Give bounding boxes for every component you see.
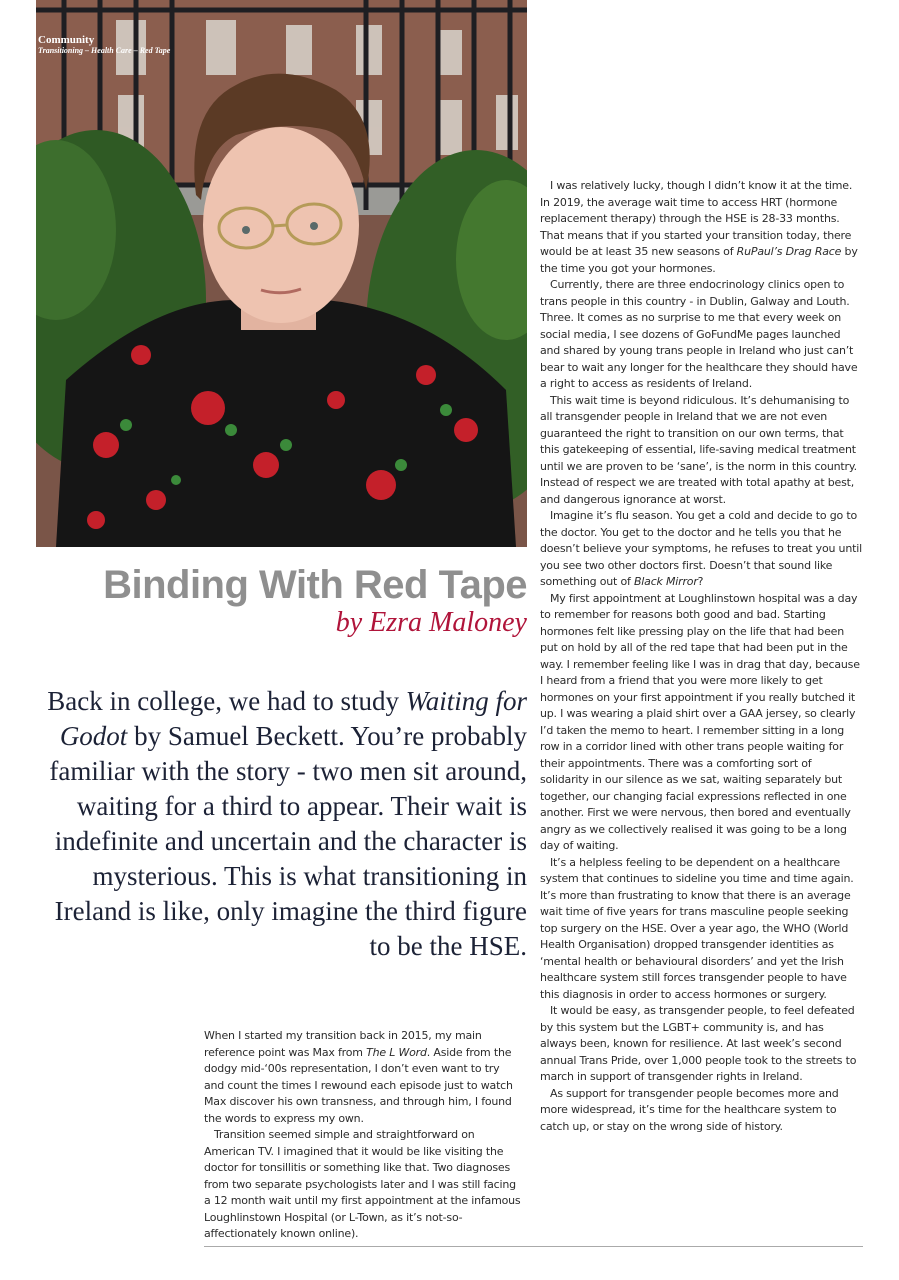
body-paragraph: This wait time is beyond ridiculous. It’s dehumanising to all transgender people in Ireland that we are not even guaranteed the right to transition on our own terms, that this gatekeeping of essential, life-saving medical treatment until we are proven to be ‘sane’, is the norm in this country. Instead of respect we are treated with total apathy at best, and dangerous ignorance at worst. xyxy=(540,393,857,506)
body-title: Black Mirror xyxy=(633,575,698,588)
body-paragraph: It would be easy, as transgender people, to feel defeated by this system but the LGBT+ community is, and has always been, known for resilience. At last week’s second annual Trans Pride, over 1,000 people took to the streets to march in support of transgender rights in Ireland. xyxy=(540,1004,857,1083)
body-column-left xyxy=(204,1028,522,1243)
body-paragraph: Transition seemed simple and straightforward on American TV. I imagined that it would be like visiting the doctor for tonsillitis or something like that. Two diagnoses from two separate psychologists later and I was still facing a 12 month wait until my first appointment at the infamous Loughlinstown Hospital (or L-Town, as it’s not-so-affectionately known online). xyxy=(204,1128,521,1240)
body-text: . Aside from the dodgy mid-‘00s representation, I don’t even want to try and count the times I rewound each episode just to watch Max discover his own transness, and through him, I found the words to express my own. xyxy=(204,1045,513,1125)
body-paragraph xyxy=(204,1028,522,1127)
body-paragraph: Currently, there are three endocrinology clinics open to trans people in this country - in Dublin, Galway and Louth. Three. It comes as no surprise to me that every week on social media, I see dozens of GoFundMe pages launched and shared by young trans people in Ireland who just can’t bear to wait any longer for the healthcare they should have a right to access as residents of Ireland. xyxy=(540,278,858,390)
body-paragraph xyxy=(540,178,862,277)
section-tags: Transitioning – Health Care – Red Tape xyxy=(38,46,171,55)
body-paragraph: As support for transgender people becomes more and more widespread, it’s time for the healthcare system to catch up, or stay on the wrong side of history. xyxy=(540,1086,839,1133)
body-text: I was relatively lucky, though I didn’t know it at the time. In 2019, the average wait time to access HRT (hormone replacement therapy) through the HSE is 28-33 months. That means that if you started your transition today, there would be at least 35 new seasons of xyxy=(540,179,853,258)
body-text: Imagine it’s flu season. You get a cold and decide to go to the doctor. You get to the doctor and he tells you that he doesn’t believe your symptoms, he refuses to treat you until you see two other doctors first. Doesn’t that sound like something out of xyxy=(540,509,862,588)
footer-rule xyxy=(204,1246,863,1247)
body-title: The L Word xyxy=(366,1045,427,1059)
body-paragraph xyxy=(540,508,862,591)
article-standfirst xyxy=(30,684,527,964)
body-text: When I started my transition back in 2015, my main reference point was Max from xyxy=(204,1029,482,1059)
body-paragraph: It’s a helpless feeling to be dependent on a healthcare system that continues to sideline you time and time again. It’s more than frustrating to know that there is an average wait time of five years for trans masculine people seeking top surgery on the HSE. Over a year ago, the WHO (World Health Organisation) dropped transgender identities as ‘mental health or behavioural disorders’ and yet the Irish healthcare system still forces transgender people to have this diagnosis in order to access hormones or surgery. xyxy=(540,855,854,1001)
section-kicker xyxy=(38,34,170,56)
body-paragraph: My first appointment at Loughlinstown hospital was a day to remember for reasons both good and bad. Starting hormones felt like pressing play on the life that had been put on hold by all of the red tape that had been put in the way. I remember feeling like I was in drag that day, because I heard from a friend that you were more likely to get hormones on your first appointment if you really butched it up. I was wearing a plaid shirt over a GAA jersey, so clearly I’d taken the memo to heart. I remember sitting in a long row in a corridor lined with other trans people waiting for their appointments. There was a comforting sort of solidarity in our silence as we sat, waiting separately but together, our changing facial expressions reflected in one another. First we were nervous, then bored and eventually angry as we collectively realised it was going to be a long day of waiting. xyxy=(540,591,860,852)
portrait-photo xyxy=(36,0,527,547)
article-headline: Binding With Red Tape xyxy=(103,563,527,607)
standfirst-text: Back in college, we had to study xyxy=(47,686,406,716)
standfirst-title: Waiting for Godot xyxy=(59,686,527,751)
body-title: RuPaul’s Drag Race xyxy=(736,245,842,258)
body-column-right xyxy=(540,178,862,1135)
body-text: by the time you got your hormones. xyxy=(540,245,858,275)
article-byline: by Ezra Maloney xyxy=(335,607,527,638)
standfirst-text: by Samuel Beckett. You’re probably familiar with the story - two men sit around, waiting for a third to appear. Their wait is indefinite and uncertain and the character is mysterious. This is what transitioning in Ireland is like, only imagine the third figure to be the HSE. xyxy=(49,721,527,961)
body-text: ? xyxy=(697,575,704,588)
section-name: Community xyxy=(38,34,95,46)
